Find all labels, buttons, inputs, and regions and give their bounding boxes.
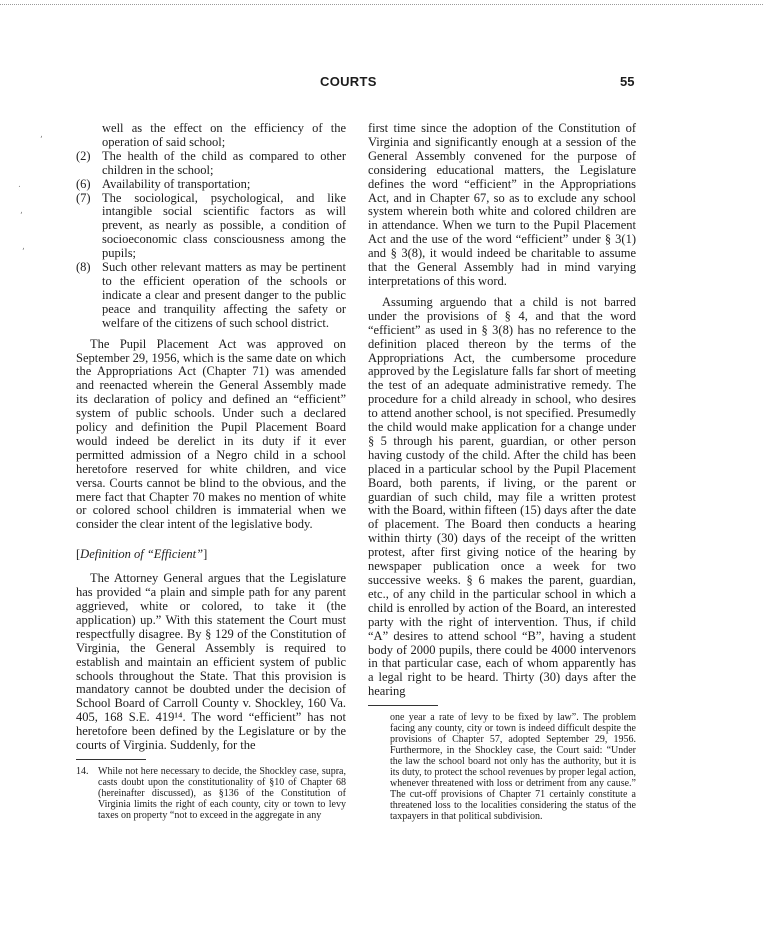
body-paragraph: The Pupil Placement Act was approved on September 29, 1956, which is the same date on which the Appropriations Act (Chapter 71) was amended and reenacted wherein the General Assembly made its declaration of policy and defined an “efficient” system of public schools. Under such a declared policy and definition the Pupil Placement Board would indeed be derelict in its duty if it ever permitted admission of a Negro child in a school heretofore reserved for white children, and vice versa. Courts cannot be blind to the obvious, and the mere fact that Chapter 70 makes no mention of white or colored school children is immaterial when we consider the clear intent of the legislative body.: [76, 336, 346, 532]
page-header: [0, 74, 763, 94]
list-item-text: Such other relevant matters as may be pertinent to the efficient operation of the schools or indicate a clear and present danger to the public peace and tranquility affecting the safety or welfare of the citizens of such school district.: [102, 260, 346, 330]
list-item-number: (7): [76, 190, 91, 205]
list-item-text: The health of the child as compared to other children in the school;: [102, 148, 346, 177]
footnote-continuation: one year a rate of levy to be fixed by law”. The problem facing any county, city or town is indeed difficult despite the provisions of Chapter 57, adopted September 29, 1956. Furthermore, in the Shockley case, the Court said: “Under the law the school board not only has the authority, but it is its duty, to protect the school revenues by proper legal action, whenever threatened with loss or detriment from any cause.” The cut-off provisions of Chapter 71 certainly constitute a threatened loss to the localities considering the status of the taxpayers in that political subdivision.: [390, 712, 636, 823]
footnote-text: While not here necessary to decide, the Shockley case, supra, casts doubt upon the constitutionality of §10 of Chapter 68 (hereinafter discussed), as §136 of the Constitution of Virginia limits the right of each county, city or town to levy taxes on property “not to exceed in the aggregate in any: [98, 765, 346, 821]
list-item-text: Availability of transportation;: [102, 176, 251, 191]
list-item: [76, 150, 346, 178]
list-item: [76, 261, 346, 331]
body-paragraph: Assuming arguendo that a child is not barred under the provisions of § 4, and that the word “efficient” as used in § 3(8) has no reference to the definition placed thereon by the terms of the Appropriations Act, the cumbersome procedure approved by the Legislature falls far short of meeting the test of an adequate administrative remedy. The procedure for a child already in school, who desires to attend another school, is not specified. Presumedly the child would make application for a change under § 5 through his parent, guardian, or other person having custody of the child. After the child has been placed in a particular school by the Pupil Placement Board, both parents, if living, or the parent or guardian of such child, may file a written protest with the Board, within fifteen (15) days after the date of placement. The Board then conducts a hearing within thirty (30) days of the receipt of the written protest, after first giving notice of the hearing by newspaper publication once a week for two successive weeks. § 6 makes the parent, guardian, etc., of any child in the particular school in which a child is enrolled by action of the Board, an interested party with the right of intervention. Thus, if child “A” desires to attend school “B”, having a student body of 2000 pupils, there could be 4000 intervenors in that particular case, each of whom apparently has a legal right to be heard. Thirty (30) days after the hearing: [368, 294, 636, 699]
top-dotted-border: [0, 4, 763, 5]
left-column: [76, 122, 346, 821]
list-item-number: (6): [76, 176, 91, 191]
margin-mark: ,: [20, 206, 23, 216]
body-paragraph: The Attorney General argues that the Legislature has provided “a plain and simple path for any parent aggrieved, white or colored, to take it (the application) up.” With this statement the Court must respectfully disagree. By § 129 of the Constitution of Virginia, the General Assembly is required to establish and maintain an efficient system of public schools throughout the State. That this provision is mandatory cannot be doubted under the decision of School Board of Carroll County v. Shockley, 160 Va. 405, 168 S.E. 419¹⁴. The word “efficient” has not heretofore been defined by the Legislature or by the courts of Virginia. Suddenly, for the: [76, 571, 346, 753]
footnote: [76, 766, 346, 821]
heading-bracket-open: [: [76, 547, 81, 562]
body-paragraph: first time since the adoption of the Constitution of Virginia and significantly enough at a session of the General Assembly convened for the purpose of considering educational matters, the Legislature defines the word “efficient” in the Appropriations Act, and in Chapter 67, so as to exclude any school system wherein both white and colored children are in attendance. When we turn to the Pupil Placement Act and the use of the word “efficient” under § 3(1) and § 3(8), it would indeed be charitable to assume that the General Assembly had in mind varying interpretations of this word.: [368, 121, 636, 288]
page-number: 55: [620, 74, 635, 89]
margin-mark: .: [18, 180, 21, 190]
margin-mark: ,: [22, 242, 25, 252]
footnote-rule: [368, 705, 438, 706]
list-item: [76, 192, 346, 262]
list-item: [76, 178, 346, 192]
margin-mark: ,: [40, 130, 43, 140]
list-item-text: The sociological, psychological, and like intangible social scientific factors as will prevent, as nearly as possible, a condition of socioeconomic class consciousness among the pupils;: [102, 190, 346, 261]
footnote-rule: [76, 759, 146, 760]
list-item-number: (2): [76, 148, 91, 163]
section-heading: [76, 548, 346, 562]
footnote-number: 14.: [76, 765, 89, 777]
list-continuation: well as the effect on the efficiency of the operation of said school;: [102, 121, 346, 149]
section-heading-text: Definition of “Efficient”: [80, 547, 204, 562]
running-title: COURTS: [320, 74, 377, 89]
list-item-number: (8): [76, 260, 91, 275]
right-column: [368, 122, 636, 822]
heading-bracket-close: ]: [203, 547, 208, 562]
